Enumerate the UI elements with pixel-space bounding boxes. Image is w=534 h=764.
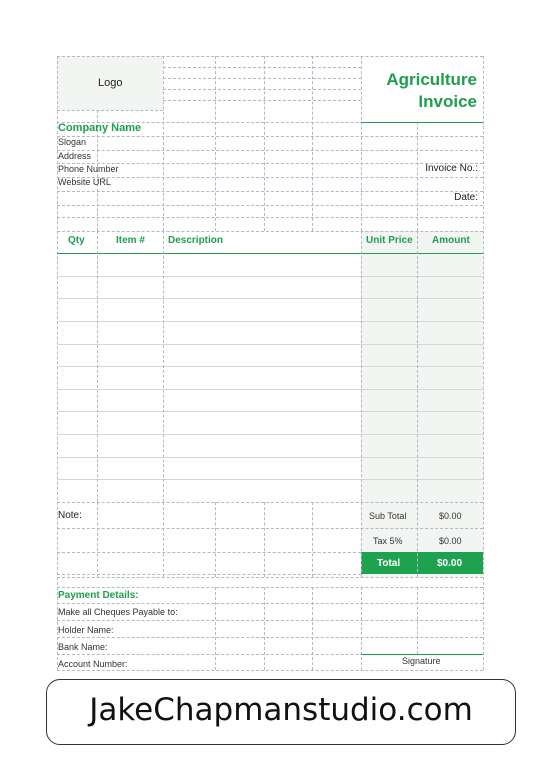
table-row-line <box>57 321 483 322</box>
table-row-line <box>57 276 483 277</box>
grid-line-v <box>163 502 164 577</box>
grid-line-v <box>483 56 484 670</box>
unit-price-column-shade <box>361 231 417 577</box>
subtotal-label: Sub Total <box>369 511 407 521</box>
amount-column-shade <box>417 231 483 577</box>
grid-line-h <box>163 100 361 101</box>
grid-line-v <box>264 587 265 670</box>
watermark-banner <box>46 679 516 745</box>
signature-label: Signature <box>402 656 441 666</box>
grid-line-h <box>57 163 483 164</box>
table-row-line <box>57 366 483 367</box>
table-row-line <box>57 411 483 412</box>
invoice-date-label: Date: <box>454 192 478 203</box>
table-row-line <box>57 344 483 345</box>
holder-name-label: Holder Name: <box>58 625 114 635</box>
grid-line-h <box>163 89 361 90</box>
grid-line-h <box>57 205 483 206</box>
table-row-line <box>57 457 483 458</box>
grid-line-h <box>57 136 483 137</box>
grid-line-h <box>57 587 483 588</box>
company-slogan: Slogan <box>58 137 87 147</box>
grid-line-h <box>57 177 483 178</box>
column-header-description: Description <box>168 235 224 246</box>
grid-line-h <box>163 67 361 68</box>
grid-line-h <box>57 603 483 604</box>
grid-line-v <box>97 502 98 577</box>
grid-line-h <box>57 670 483 671</box>
grid-line-v <box>312 502 313 577</box>
grid-line-h <box>57 552 361 553</box>
grid-line-h <box>57 528 483 529</box>
grid-line-h <box>57 620 483 621</box>
grid-line-h <box>57 191 483 192</box>
invoice-title-line1: Agriculture <box>386 70 477 89</box>
invoice-sheet <box>57 56 483 670</box>
grid-line-h <box>57 231 483 232</box>
grid-line-h <box>57 574 361 575</box>
company-website: Website URL <box>58 177 111 187</box>
note-label: Note: <box>58 510 82 521</box>
account-number-label: Account Number: <box>58 659 128 669</box>
watermark-text: JakeChapmanstudio.com <box>89 692 473 728</box>
company-name: Company Name <box>58 122 142 134</box>
invoice-number-label: Invoice No.: <box>425 163 478 174</box>
grid-line-h <box>57 577 483 578</box>
grid-line-h <box>57 637 483 638</box>
grid-line-v <box>417 231 418 502</box>
subtotal-value: $0.00 <box>439 511 462 521</box>
grid-line-v <box>215 587 216 670</box>
column-header-unit-price: Unit Price <box>366 235 413 246</box>
payment-details-heading: Payment Details: <box>58 590 139 601</box>
grid-line-v <box>417 587 418 654</box>
grid-line-h <box>57 217 483 218</box>
grid-line-v <box>312 587 313 670</box>
grid-line-v <box>361 502 362 577</box>
grid-line-v <box>215 502 216 577</box>
column-header-amount: Amount <box>432 235 470 246</box>
table-row-line <box>57 479 483 480</box>
grid-line-h <box>57 56 483 57</box>
logo-label: Logo <box>98 77 123 89</box>
tax-label: Tax 5% <box>373 536 403 546</box>
grid-line-h <box>57 150 483 151</box>
bank-name-label: Bank Name: <box>58 642 108 652</box>
grid-line-h <box>163 78 361 79</box>
table-row-line <box>57 298 483 299</box>
table-row-line <box>57 389 483 390</box>
company-phone: Phone Number <box>58 164 119 174</box>
grid-line-h <box>57 502 483 503</box>
grid-line-v <box>163 231 164 502</box>
grid-line-h <box>57 110 163 111</box>
company-address: Address <box>58 151 92 161</box>
cheques-payable-label: Make all Cheques Payable to: <box>58 607 178 617</box>
accent-line <box>57 253 483 254</box>
tax-value: $0.00 <box>439 536 462 546</box>
grid-line-v <box>361 231 362 502</box>
column-header-item: Item # <box>116 235 145 246</box>
grid-line-v <box>264 502 265 577</box>
total-label: Total <box>377 558 401 569</box>
accent-line <box>361 654 483 655</box>
accent-line <box>361 122 483 123</box>
grid-line-v <box>417 502 418 577</box>
grid-line-v <box>361 587 362 670</box>
grid-line-v <box>97 231 98 502</box>
table-row-line <box>57 434 483 435</box>
invoice-title-line2: Invoice <box>418 92 477 111</box>
total-value: $0.00 <box>437 558 463 569</box>
column-header-qty: Qty <box>68 235 85 246</box>
